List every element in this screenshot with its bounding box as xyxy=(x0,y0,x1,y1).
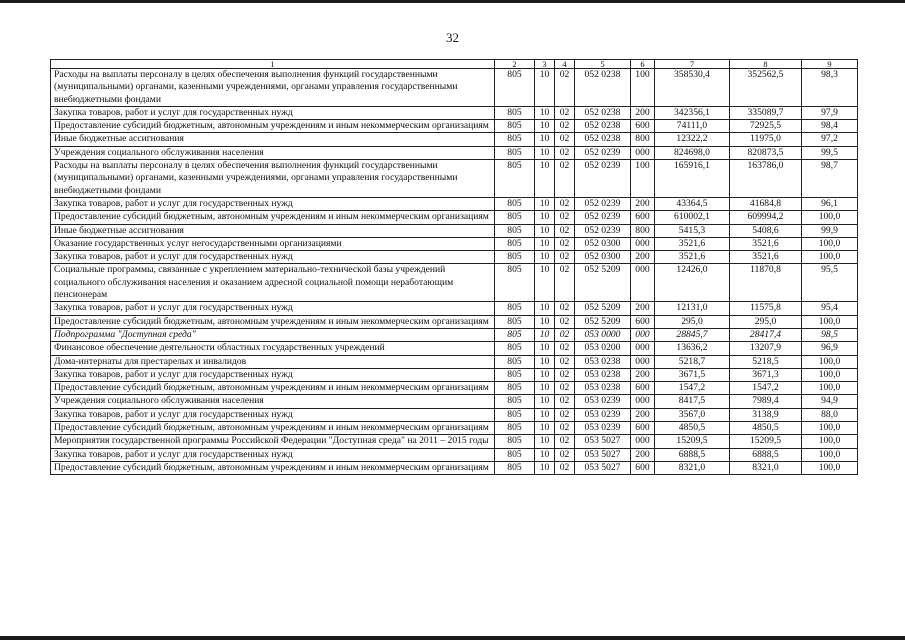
planned-amount: 74111,0 xyxy=(655,120,730,133)
execution-percent: 100,0 xyxy=(802,448,858,461)
admin-code: 805 xyxy=(495,146,535,159)
section-code: 10 xyxy=(535,342,555,355)
admin-code: 805 xyxy=(495,224,535,237)
actual-amount: 3138,9 xyxy=(730,408,802,421)
page-number: 32 xyxy=(446,30,459,45)
target-article-code: 052 0239 xyxy=(575,197,631,210)
table-row xyxy=(51,133,858,146)
planned-amount: 342356,1 xyxy=(655,106,730,119)
actual-amount: 3671,3 xyxy=(730,368,802,381)
execution-percent: 99,9 xyxy=(802,224,858,237)
table-row xyxy=(51,197,858,210)
execution-percent: 94,9 xyxy=(802,395,858,408)
expense-name: Закупка товаров, работ и услуг для государственных нужд xyxy=(51,448,495,461)
scan-edge-top xyxy=(0,0,905,3)
target-article-code: 052 0239 xyxy=(575,211,631,224)
expense-name: Социальные программы, связанные с укреплением материально-технической базы учреждений социального обслуживания населения и оказанием адресной социальной помощи неработающим пенсионерам xyxy=(51,264,495,302)
subsection-code: 02 xyxy=(555,69,575,107)
actual-amount: 295,0 xyxy=(730,315,802,328)
table-row xyxy=(51,251,858,264)
admin-code: 805 xyxy=(495,264,535,302)
table-row xyxy=(51,315,858,328)
planned-amount: 3671,5 xyxy=(655,368,730,381)
execution-percent: 98,3 xyxy=(802,69,858,107)
table-row xyxy=(51,461,858,474)
actual-amount: 5218,5 xyxy=(730,355,802,368)
expense-type-code: 200 xyxy=(631,368,655,381)
planned-amount: 12426,0 xyxy=(655,264,730,302)
target-article-code: 053 0238 xyxy=(575,355,631,368)
column-header: 8 xyxy=(730,60,802,69)
section-code: 10 xyxy=(535,328,555,341)
expense-name: Финансовое обеспечение деятельности областных государственных учреждений xyxy=(51,342,495,355)
target-article-code: 053 0200 xyxy=(575,342,631,355)
section-code: 10 xyxy=(535,422,555,435)
expense-type-code: 200 xyxy=(631,251,655,264)
planned-amount: 12131,0 xyxy=(655,302,730,315)
target-article-code: 052 0238 xyxy=(575,69,631,107)
subsection-code: 02 xyxy=(555,302,575,315)
actual-amount: 11975,0 xyxy=(730,133,802,146)
table-row xyxy=(51,395,858,408)
subsection-code: 02 xyxy=(555,133,575,146)
planned-amount: 3521,6 xyxy=(655,237,730,250)
table-row xyxy=(51,408,858,421)
section-code: 10 xyxy=(535,382,555,395)
execution-percent: 100,0 xyxy=(802,355,858,368)
table-row xyxy=(51,146,858,159)
execution-percent: 100,0 xyxy=(802,315,858,328)
expense-type-code: 200 xyxy=(631,302,655,315)
table-header-row xyxy=(51,60,858,69)
admin-code: 805 xyxy=(495,251,535,264)
actual-amount: 11575,8 xyxy=(730,302,802,315)
execution-percent: 95,5 xyxy=(802,264,858,302)
expense-type-code: 000 xyxy=(631,435,655,448)
table-row xyxy=(51,264,858,302)
planned-amount: 5415,3 xyxy=(655,224,730,237)
expense-type-code: 200 xyxy=(631,448,655,461)
expense-name: Предоставление субсидий бюджетным, автономным учреждениям и иным некоммерческим организациям xyxy=(51,315,495,328)
subsection-code: 02 xyxy=(555,120,575,133)
target-article-code: 052 5209 xyxy=(575,315,631,328)
planned-amount: 358530,4 xyxy=(655,69,730,107)
table-row xyxy=(51,355,858,368)
execution-percent: 100,0 xyxy=(802,251,858,264)
section-code: 10 xyxy=(535,251,555,264)
planned-amount: 28845,7 xyxy=(655,328,730,341)
section-code: 10 xyxy=(535,448,555,461)
table-row xyxy=(51,382,858,395)
planned-amount: 824698,0 xyxy=(655,146,730,159)
table-row xyxy=(51,160,858,198)
expense-type-code: 600 xyxy=(631,422,655,435)
target-article-code: 053 0239 xyxy=(575,395,631,408)
target-article-code: 053 0000 xyxy=(575,328,631,341)
expense-type-code: 200 xyxy=(631,197,655,210)
table-row xyxy=(51,69,858,107)
target-article-code: 052 5209 xyxy=(575,302,631,315)
execution-percent: 100,0 xyxy=(802,237,858,250)
actual-amount: 72925,5 xyxy=(730,120,802,133)
actual-amount: 15209,5 xyxy=(730,435,802,448)
planned-amount: 165916,1 xyxy=(655,160,730,198)
scan-edge-bottom xyxy=(0,636,905,640)
expense-type-code: 200 xyxy=(631,106,655,119)
admin-code: 805 xyxy=(495,237,535,250)
subsection-code: 02 xyxy=(555,146,575,159)
expense-type-code: 000 xyxy=(631,146,655,159)
execution-percent: 97,2 xyxy=(802,133,858,146)
actual-amount: 352562,5 xyxy=(730,69,802,107)
section-code: 10 xyxy=(535,120,555,133)
execution-percent: 100,0 xyxy=(802,211,858,224)
admin-code: 805 xyxy=(495,461,535,474)
expense-name: Предоставление субсидий бюджетным, автономным учреждениям и иным некоммерческим организациям xyxy=(51,422,495,435)
expense-name: Иные бюджетные ассигнования xyxy=(51,224,495,237)
admin-code: 805 xyxy=(495,328,535,341)
target-article-code: 052 0238 xyxy=(575,120,631,133)
expense-type-code: 600 xyxy=(631,315,655,328)
target-article-code: 053 5027 xyxy=(575,461,631,474)
actual-amount: 7989,4 xyxy=(730,395,802,408)
planned-amount: 610002,1 xyxy=(655,211,730,224)
table-row xyxy=(51,448,858,461)
admin-code: 805 xyxy=(495,160,535,198)
column-header: 9 xyxy=(802,60,858,69)
expense-name: Дома-интернаты для престарелых и инвалидов xyxy=(51,355,495,368)
table-row xyxy=(51,342,858,355)
expense-name: Учреждения социального обслуживания населения xyxy=(51,146,495,159)
expense-name: Закупка товаров, работ и услуг для государственных нужд xyxy=(51,197,495,210)
expense-type-code: 100 xyxy=(631,160,655,198)
column-header: 6 xyxy=(631,60,655,69)
actual-amount: 335089,7 xyxy=(730,106,802,119)
target-article-code: 053 0238 xyxy=(575,368,631,381)
expense-name: Закупка товаров, работ и услуг для государственных нужд xyxy=(51,302,495,315)
expense-name: Закупка товаров, работ и услуг для государственных нужд xyxy=(51,106,495,119)
target-article-code: 052 0238 xyxy=(575,133,631,146)
target-article-code: 052 0300 xyxy=(575,237,631,250)
target-article-code: 053 5027 xyxy=(575,435,631,448)
column-header: 4 xyxy=(555,60,575,69)
planned-amount: 3521,6 xyxy=(655,251,730,264)
section-code: 10 xyxy=(535,211,555,224)
admin-code: 805 xyxy=(495,382,535,395)
section-code: 10 xyxy=(535,355,555,368)
admin-code: 805 xyxy=(495,133,535,146)
expense-name: Мероприятия государственной программы Российской Федерации "Доступная среда" на 2011 – 2015 годы xyxy=(51,435,495,448)
actual-amount: 4850,5 xyxy=(730,422,802,435)
admin-code: 805 xyxy=(495,211,535,224)
section-code: 10 xyxy=(535,368,555,381)
target-article-code: 053 0238 xyxy=(575,382,631,395)
admin-code: 805 xyxy=(495,408,535,421)
column-header: 3 xyxy=(535,60,555,69)
execution-percent: 95,4 xyxy=(802,302,858,315)
subsection-code: 02 xyxy=(555,448,575,461)
column-header: 2 xyxy=(495,60,535,69)
actual-amount: 3521,6 xyxy=(730,237,802,250)
planned-amount: 4850,5 xyxy=(655,422,730,435)
expense-name: Подпрограмма "Доступная среда" xyxy=(51,328,495,341)
expense-type-code: 600 xyxy=(631,120,655,133)
planned-amount: 295,0 xyxy=(655,315,730,328)
subsection-code: 02 xyxy=(555,160,575,198)
target-article-code: 053 5027 xyxy=(575,448,631,461)
subsection-code: 02 xyxy=(555,342,575,355)
actual-amount: 1547,2 xyxy=(730,382,802,395)
planned-amount: 8321,0 xyxy=(655,461,730,474)
expense-type-code: 600 xyxy=(631,382,655,395)
expense-name: Предоставление субсидий бюджетным, автономным учреждениям и иным некоммерческим организациям xyxy=(51,120,495,133)
section-code: 10 xyxy=(535,408,555,421)
actual-amount: 609994,2 xyxy=(730,211,802,224)
table-row xyxy=(51,224,858,237)
expense-type-code: 800 xyxy=(631,224,655,237)
column-header: 7 xyxy=(655,60,730,69)
execution-percent: 97,9 xyxy=(802,106,858,119)
table-row xyxy=(51,422,858,435)
subsection-code: 02 xyxy=(555,435,575,448)
actual-amount: 11870,8 xyxy=(730,264,802,302)
subsection-code: 02 xyxy=(555,328,575,341)
target-article-code: 052 0238 xyxy=(575,106,631,119)
subsection-code: 02 xyxy=(555,382,575,395)
expense-name: Учреждения социального обслуживания населения xyxy=(51,395,495,408)
expense-name: Предоставление субсидий бюджетным, автономным учреждениям и иным некоммерческим организациям xyxy=(51,461,495,474)
table-row xyxy=(51,368,858,381)
subsection-code: 02 xyxy=(555,264,575,302)
expense-type-code: 600 xyxy=(631,461,655,474)
table-row xyxy=(51,435,858,448)
planned-amount: 43364,5 xyxy=(655,197,730,210)
section-code: 10 xyxy=(535,197,555,210)
planned-amount: 6888,5 xyxy=(655,448,730,461)
section-code: 10 xyxy=(535,160,555,198)
execution-percent: 98,4 xyxy=(802,120,858,133)
expense-name: Закупка товаров, работ и услуг для государственных нужд xyxy=(51,251,495,264)
admin-code: 805 xyxy=(495,435,535,448)
budget-table xyxy=(50,59,858,475)
planned-amount: 3567,0 xyxy=(655,408,730,421)
admin-code: 805 xyxy=(495,69,535,107)
execution-percent: 100,0 xyxy=(802,368,858,381)
target-article-code: 053 0239 xyxy=(575,408,631,421)
column-header: 5 xyxy=(575,60,631,69)
target-article-code: 052 0239 xyxy=(575,224,631,237)
section-code: 10 xyxy=(535,133,555,146)
admin-code: 805 xyxy=(495,120,535,133)
subsection-code: 02 xyxy=(555,251,575,264)
expense-name: Расходы на выплаты персоналу в целях обеспечения выполнения функций государственными (муниципальными) органами, казенными учреждениями, органами управления государственными внебюджетными фондами xyxy=(51,160,495,198)
table-row xyxy=(51,211,858,224)
expense-type-code: 100 xyxy=(631,69,655,107)
execution-percent: 100,0 xyxy=(802,435,858,448)
expense-name: Оказание государственных услуг негосударственными организациями xyxy=(51,237,495,250)
section-code: 10 xyxy=(535,224,555,237)
actual-amount: 6888,5 xyxy=(730,448,802,461)
table-row xyxy=(51,328,858,341)
admin-code: 805 xyxy=(495,448,535,461)
subsection-code: 02 xyxy=(555,106,575,119)
section-code: 10 xyxy=(535,395,555,408)
execution-percent: 96,9 xyxy=(802,342,858,355)
admin-code: 805 xyxy=(495,315,535,328)
admin-code: 805 xyxy=(495,395,535,408)
table-row xyxy=(51,106,858,119)
expense-name: Иные бюджетные ассигнования xyxy=(51,133,495,146)
table-body xyxy=(51,60,858,475)
section-code: 10 xyxy=(535,264,555,302)
section-code: 10 xyxy=(535,106,555,119)
target-article-code: 052 5209 xyxy=(575,264,631,302)
section-code: 10 xyxy=(535,146,555,159)
execution-percent: 88,0 xyxy=(802,408,858,421)
expense-type-code: 000 xyxy=(631,264,655,302)
target-article-code: 052 0300 xyxy=(575,251,631,264)
actual-amount: 3521,6 xyxy=(730,251,802,264)
expense-name: Предоставление субсидий бюджетным, автономным учреждениям и иным некоммерческим организациям xyxy=(51,211,495,224)
expense-type-code: 000 xyxy=(631,395,655,408)
planned-amount: 1547,2 xyxy=(655,382,730,395)
execution-percent: 100,0 xyxy=(802,382,858,395)
subsection-code: 02 xyxy=(555,224,575,237)
actual-amount: 28417,4 xyxy=(730,328,802,341)
execution-percent: 96,1 xyxy=(802,197,858,210)
actual-amount: 8321,0 xyxy=(730,461,802,474)
subsection-code: 02 xyxy=(555,461,575,474)
column-header: 1 xyxy=(51,60,495,69)
section-code: 10 xyxy=(535,69,555,107)
subsection-code: 02 xyxy=(555,422,575,435)
expense-type-code: 000 xyxy=(631,237,655,250)
admin-code: 805 xyxy=(495,106,535,119)
actual-amount: 5408,6 xyxy=(730,224,802,237)
table-row xyxy=(51,302,858,315)
planned-amount: 15209,5 xyxy=(655,435,730,448)
subsection-code: 02 xyxy=(555,408,575,421)
section-code: 10 xyxy=(535,435,555,448)
target-article-code: 053 0239 xyxy=(575,422,631,435)
admin-code: 805 xyxy=(495,342,535,355)
expense-type-code: 000 xyxy=(631,328,655,341)
admin-code: 805 xyxy=(495,197,535,210)
actual-amount: 13207,9 xyxy=(730,342,802,355)
subsection-code: 02 xyxy=(555,355,575,368)
expense-type-code: 000 xyxy=(631,355,655,368)
section-code: 10 xyxy=(535,237,555,250)
execution-percent: 100,0 xyxy=(802,422,858,435)
subsection-code: 02 xyxy=(555,197,575,210)
admin-code: 805 xyxy=(495,368,535,381)
actual-amount: 820873,5 xyxy=(730,146,802,159)
expense-name: Расходы на выплаты персоналу в целях обеспечения выполнения функций государственными (муниципальными) органами, казенными учреждениями, органами управления государственными внебюджетными фондами xyxy=(51,69,495,107)
execution-percent: 98,7 xyxy=(802,160,858,198)
section-code: 10 xyxy=(535,302,555,315)
section-code: 10 xyxy=(535,315,555,328)
actual-amount: 41684,8 xyxy=(730,197,802,210)
planned-amount: 13636,2 xyxy=(655,342,730,355)
execution-percent: 99,5 xyxy=(802,146,858,159)
admin-code: 805 xyxy=(495,355,535,368)
admin-code: 805 xyxy=(495,422,535,435)
subsection-code: 02 xyxy=(555,368,575,381)
table-row xyxy=(51,120,858,133)
execution-percent: 100,0 xyxy=(802,461,858,474)
planned-amount: 8417,5 xyxy=(655,395,730,408)
subsection-code: 02 xyxy=(555,211,575,224)
subsection-code: 02 xyxy=(555,237,575,250)
expense-name: Закупка товаров, работ и услуг для государственных нужд xyxy=(51,408,495,421)
target-article-code: 052 0239 xyxy=(575,160,631,198)
expense-type-code: 000 xyxy=(631,342,655,355)
expense-name: Закупка товаров, работ и услуг для государственных нужд xyxy=(51,368,495,381)
expense-type-code: 600 xyxy=(631,211,655,224)
target-article-code: 052 0239 xyxy=(575,146,631,159)
planned-amount: 5218,7 xyxy=(655,355,730,368)
actual-amount: 163786,0 xyxy=(730,160,802,198)
expense-name: Предоставление субсидий бюджетным, автономным учреждениям и иным некоммерческим организациям xyxy=(51,382,495,395)
subsection-code: 02 xyxy=(555,315,575,328)
admin-code: 805 xyxy=(495,302,535,315)
section-code: 10 xyxy=(535,461,555,474)
execution-percent: 98,5 xyxy=(802,328,858,341)
expense-type-code: 200 xyxy=(631,408,655,421)
expense-type-code: 800 xyxy=(631,133,655,146)
planned-amount: 12322,2 xyxy=(655,133,730,146)
subsection-code: 02 xyxy=(555,395,575,408)
table-row xyxy=(51,237,858,250)
